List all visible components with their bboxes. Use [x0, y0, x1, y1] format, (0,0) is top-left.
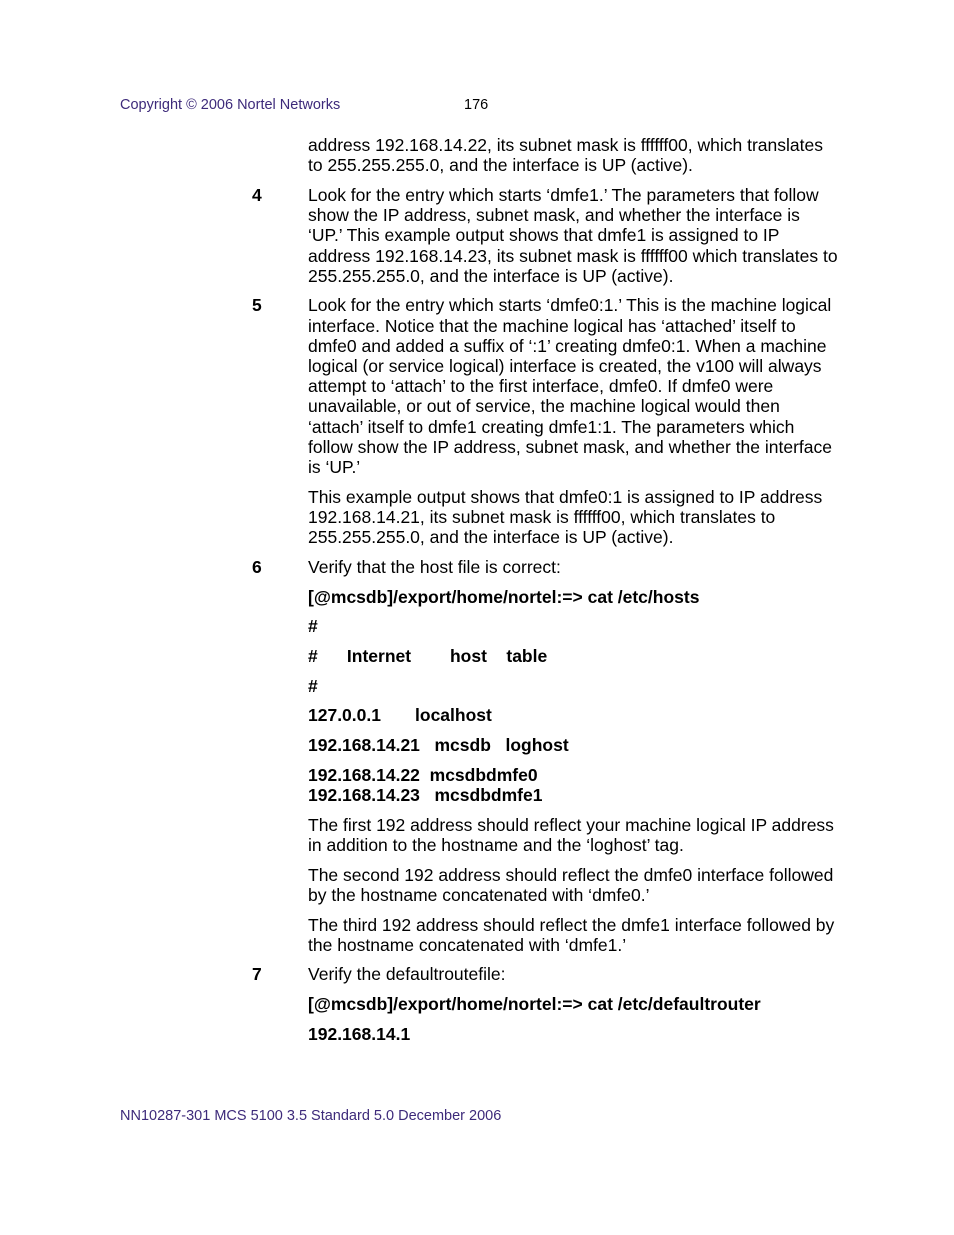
paragraph: address 192.168.14.22, its subnet mask is ffffff00, which translates to 255.255.255.0, and the interface is UP (active). — [308, 135, 823, 176]
step-text: Look for the entry which starts ‘dmfe1.’ The parameters that follow show the IP address, subnet mask, and whether the interface is ‘UP.’ This example output shows that dmfe1 is assigned to IP address 192.168.14.23, its subnet mask is ffffff00 which translates to 255.255.255.0, and the interface is UP (active). — [308, 184, 838, 286]
command-output: 192.168.14.1 — [308, 1023, 411, 1044]
step-6 — [252, 556, 838, 577]
paragraph: This example output shows that dmfe0:1 is assigned to IP address 192.168.14.21, its subnet mask is ffffff00, which translates to 255.255.255.0, and the interface is UP (active). — [308, 486, 823, 548]
step-number: 4 — [252, 184, 262, 205]
step-number: 6 — [252, 556, 262, 577]
page-number: 176 — [464, 97, 489, 113]
page-header — [120, 97, 720, 117]
step-number: 7 — [252, 964, 262, 985]
hosts-line: 192.168.14.22 mcsdbdmfe0 — [308, 764, 538, 785]
step-text: Look for the entry which starts ‘dmfe0:1.’ This is the machine logical interface. Notice that the machine logical has ‘attached’ itself to dmfe0 and added a suffix of ‘:1’ creating dmfe0:1. When a machine logical (or service logical) interface is created, the v100 will always attempt to ‘attach’ to the first interface, dmfe0. If dmfe0 were unavailable, or out of service, the machine logical would then ‘attach’ itself to dmfe1 creating dmfe1:1. The parameters which follow show the IP address, subnet mask, and whether the interface is ‘UP.’ — [308, 295, 833, 478]
step-5 — [252, 295, 838, 478]
hosts-line: # — [308, 675, 318, 696]
paragraph: The third 192 address should reflect the dmfe1 interface followed by the hostname concatenated with ‘dmfe1.’ — [308, 914, 835, 955]
paragraph: The second 192 address should reflect the dmfe0 interface followed by the hostname concatenated with ‘dmfe0.’ — [308, 864, 834, 905]
command-line: [@mcsdb]/export/home/nortel:=> cat /etc/hosts — [308, 586, 700, 607]
step-text: Verify the defaultroutefile: — [308, 964, 506, 985]
page-footer: NN10287-301 MCS 5100 3.5 Standard 5.0 December 2006 — [120, 1108, 502, 1124]
paragraph: The first 192 address should reflect your machine logical IP address in addition to the hostname and the ‘loghost’ tag. — [308, 814, 834, 855]
hosts-line: # — [308, 616, 318, 637]
step-4 — [252, 184, 838, 286]
document-body — [0, 135, 954, 1054]
hosts-line: 127.0.0.1 localhost — [308, 705, 492, 726]
hosts-line: 192.168.14.21 mcsdb loghost — [308, 735, 569, 756]
step-number: 5 — [252, 295, 262, 316]
copyright-text: Copyright © 2006 Nortel Networks — [120, 97, 341, 113]
step-7 — [252, 964, 838, 985]
hosts-line: # Internet host table — [308, 645, 548, 666]
command-line: [@mcsdb]/export/home/nortel:=> cat /etc/defaultrouter — [308, 994, 761, 1015]
step-text: Verify that the host file is correct: — [308, 556, 561, 577]
hosts-line: 192.168.14.23 mcsdbdmfe1 — [308, 784, 543, 805]
